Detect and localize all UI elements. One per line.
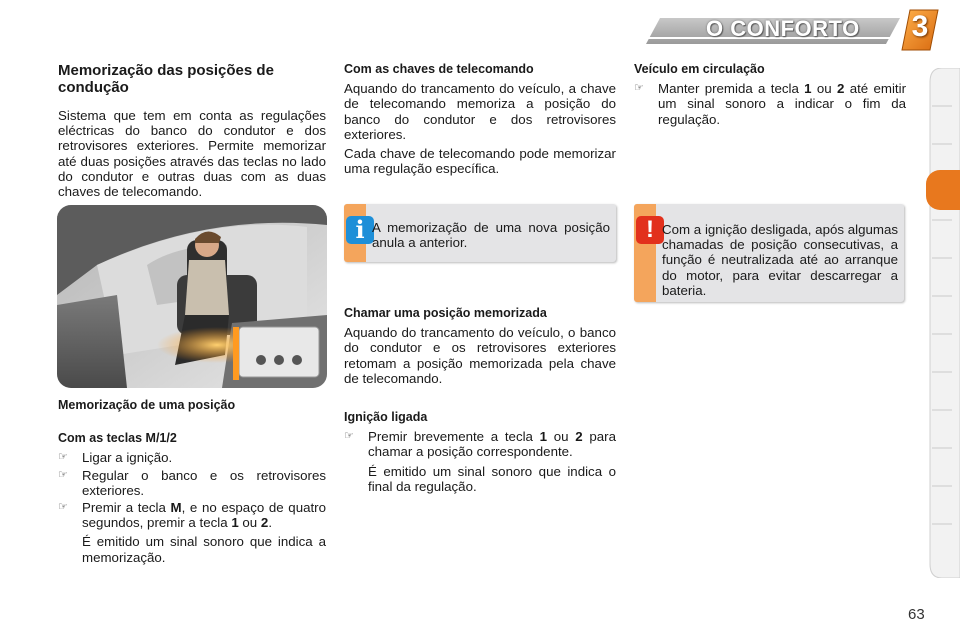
- chapter-tabs: [928, 68, 960, 578]
- info-icon: i: [346, 216, 374, 244]
- list-item: ☞ Premir brevemente a tecla 1 ou 2 para chamar a posição correspondente.: [344, 429, 616, 460]
- list-item: ☞ Regular o banco e os retrovisores exteriores.: [58, 467, 326, 498]
- intro-paragraph: Sistema que tem em conta as regulações eléctricas do banco do condutor e dos retrovisores exteriores. Permite memorizar até duas posições através das teclas no lado do condutor e outras duas com as duas chaves de telecomando.: [58, 108, 326, 200]
- subheading-recall: Chamar uma posição memorizada: [344, 306, 547, 320]
- pointing-hand-icon: ☞: [58, 501, 68, 514]
- column-middle: [344, 62, 616, 180]
- exclamation-icon: !: [636, 216, 664, 244]
- warning-note: ! Com a ignição desligada, após algumas chamadas de posição consecutivas, a função é neutralizada até ao arranque do motor, para evitar descarregar a bateria.: [634, 204, 904, 302]
- chapter-number: 3: [911, 10, 929, 43]
- car-interior-illustration: [57, 205, 327, 388]
- info-note: i A memorização de uma nova posição anula a anterior.: [344, 204, 616, 262]
- remote-paragraph-2: Cada chave de telecomando pode memorizar uma regulação específica.: [344, 146, 616, 177]
- chapter-title: O CONFORTO: [706, 16, 860, 41]
- column-middle-lower: [344, 306, 616, 494]
- column-left-lower: [58, 398, 326, 565]
- recall-paragraph: Aquando do trancamento do veículo, o banco do condutor e os retrovisores exteriores retomam a posição memorizada pela chave de telecomando.: [344, 325, 616, 386]
- list-item: ☞ Premir a tecla M, e no espaço de quatro segundos, premir a tecla 1 ou 2.: [58, 500, 326, 531]
- list-item: ☞ Ligar a ignição.: [58, 450, 173, 466]
- pointing-hand-icon: ☞: [634, 82, 644, 95]
- pointing-hand-icon: ☞: [344, 430, 354, 443]
- pointing-hand-icon: ☞: [58, 451, 68, 464]
- subheading-memorize: Memorização de uma posição: [58, 398, 236, 412]
- beep-note: É emitido um sinal sonoro que indica a memorização.: [82, 534, 326, 565]
- subheading-moving: Veículo em circulação: [634, 62, 765, 76]
- end-beep-note: É emitido um sinal sonoro que indica o final da regulação.: [368, 463, 616, 494]
- section-heading: Memorização das posições de condução: [58, 62, 274, 96]
- page-number: 63: [908, 606, 925, 623]
- subheading-remote: Com as chaves de telecomando: [344, 62, 534, 76]
- subheading-ignition: Ignição ligada: [344, 410, 428, 425]
- column-right: [634, 62, 906, 129]
- remote-paragraph-1: Aquando do trancamento do veículo, a chave de telecomando memoriza a posição do banco do condutor e dos retrovisores exteriores.: [344, 81, 616, 142]
- chapter-tab-active[interactable]: [926, 170, 960, 210]
- list-item: ☞ Manter premida a tecla 1 ou 2 até emitir um sinal sonoro a indicar o fim da regulação.: [634, 81, 906, 127]
- column-left: [58, 62, 326, 203]
- subheading-keys: Com as teclas M/1/2: [58, 431, 177, 446]
- pointing-hand-icon: ☞: [58, 468, 68, 481]
- driver-seat-photo: [57, 205, 327, 388]
